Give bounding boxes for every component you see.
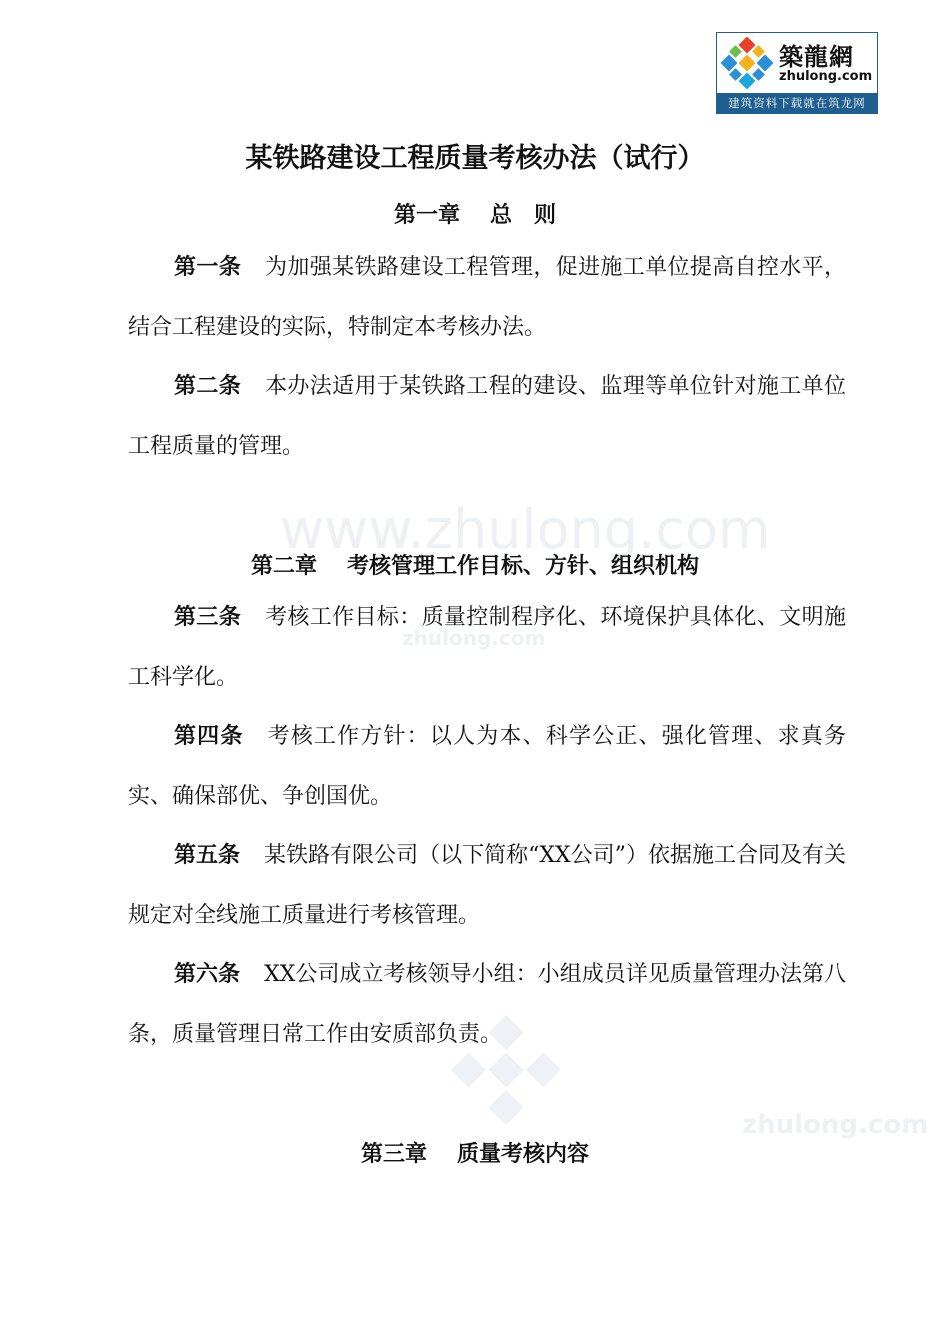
article-label: 第六条 bbox=[174, 962, 241, 987]
article-text: 为加强某铁路建设工程管理，促进施工单位提高自控水平，结合工程建设的实际，特制定本考核办法。 bbox=[128, 255, 846, 340]
article-paragraph bbox=[128, 826, 846, 946]
logo-slogan: 建筑资料下载就在筑龙网 bbox=[717, 93, 877, 113]
logo-domain: zhulong.com bbox=[779, 69, 873, 84]
article-label: 第三条 bbox=[174, 605, 242, 630]
chapter-number: 第三章 bbox=[360, 1142, 427, 1167]
article-label: 第四条 bbox=[174, 724, 244, 749]
article-text: 某铁路有限公司（以下简称“XX公司”）依据施工合同及有关规定对全线施工质量进行考核管理。 bbox=[128, 843, 846, 928]
watermark-text: www.zhulong.com bbox=[280, 498, 771, 561]
chapter-heading bbox=[0, 1137, 950, 1168]
article-text: XX公司成立考核领导小组：小组成员详见质量管理办法第八条，质量管理日常工作由安质部负责。 bbox=[128, 962, 846, 1047]
watermark-small: zhulong.com bbox=[402, 626, 546, 650]
article-paragraph bbox=[128, 588, 846, 708]
article-paragraph bbox=[128, 707, 846, 827]
article-text: 本办法适用于某铁路工程的建设、监理等单位针对施工单位工程质量的管理。 bbox=[128, 374, 846, 459]
article-paragraph bbox=[128, 238, 846, 358]
chapter-heading bbox=[0, 198, 950, 229]
chapter-number: 第二章 bbox=[250, 554, 317, 579]
article-text: 考核工作目标：质量控制程序化、环境保护具体化、文明施工科学化。 bbox=[128, 605, 846, 690]
zhulong-logo[interactable] bbox=[716, 32, 878, 114]
article-label: 第二条 bbox=[174, 374, 242, 399]
watermark-bottom: zhulong.com bbox=[742, 1110, 929, 1140]
chapter-number: 第一章 bbox=[393, 203, 460, 228]
article-label: 第五条 bbox=[174, 843, 241, 868]
article-label: 第一条 bbox=[174, 255, 242, 280]
chapter-name: 总 则 bbox=[490, 203, 557, 228]
chapter-name: 质量考核内容 bbox=[457, 1142, 590, 1167]
article-paragraph bbox=[128, 357, 846, 477]
logo-name: 築龍網 bbox=[779, 43, 854, 71]
chapter-heading bbox=[0, 549, 950, 580]
zhulong-snowflake-icon bbox=[721, 37, 773, 89]
article-text: 考核工作方针：以人为本、科学公正、强化管理、求真务实、确保部优、争创国优。 bbox=[128, 724, 846, 809]
chapter-name: 考核管理工作目标、方针、组织机构 bbox=[347, 554, 700, 579]
document-title: 某铁路建设工程质量考核办法（试行） bbox=[245, 143, 705, 174]
article-paragraph bbox=[128, 945, 846, 1065]
